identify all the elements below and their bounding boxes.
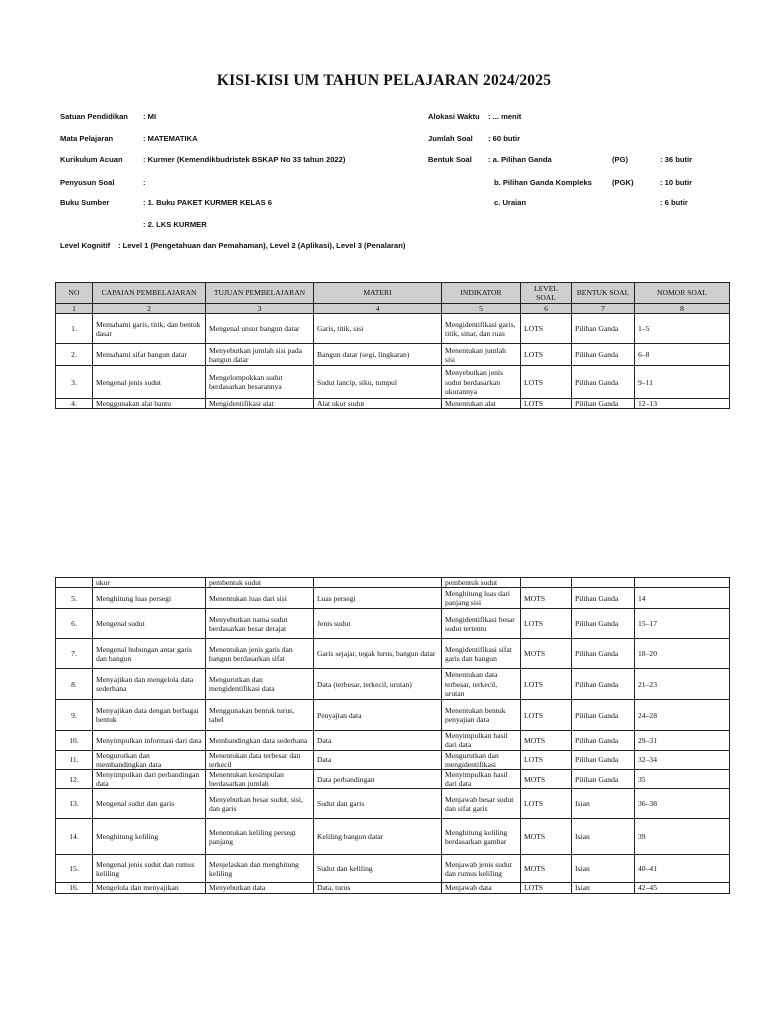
bentuk-c: c. Uraian bbox=[494, 198, 527, 207]
row-no: 14. bbox=[56, 819, 93, 855]
row-bentuk: Pilihan Ganda bbox=[572, 366, 635, 399]
row-bentuk: Pilihan Ganda bbox=[572, 669, 635, 700]
kisi-kisi-table-page-1 bbox=[55, 282, 730, 409]
row-indikator: Menjawab besar sudut dan sifat garis bbox=[442, 789, 521, 819]
row-capaian: Memahami sifat bangun datar bbox=[93, 344, 206, 366]
table-header-row bbox=[56, 283, 730, 304]
row-tujuan: Mengenal unsur bangun datar bbox=[206, 314, 314, 344]
row-nomor: 18–20 bbox=[635, 639, 730, 669]
col-number: 4 bbox=[314, 304, 442, 314]
alokasi-value: : ... menit bbox=[488, 112, 522, 121]
table-row bbox=[56, 700, 730, 731]
row-materi: Sudut dan garis bbox=[314, 789, 442, 819]
row-nomor: 9–11 bbox=[635, 366, 730, 399]
satuan-label: Satuan Pendidikan bbox=[60, 112, 128, 121]
row-level: MOTS bbox=[521, 731, 572, 750]
row-capaian: Menyajikan dan mengelola data sederhana bbox=[93, 669, 206, 700]
row-materi: Sudut dan keliling bbox=[314, 855, 442, 883]
row-capaian: Menyimpulkan dari perbandingan data bbox=[93, 770, 206, 789]
kurikulum-label: Kurikulum Acuan bbox=[60, 155, 123, 164]
row-capaian: Mengenal jenis sudut dan rumus keliling bbox=[93, 855, 206, 883]
row-nomor: 29–31 bbox=[635, 731, 730, 750]
table-row bbox=[56, 366, 730, 399]
row-capaian: Menyimpulkan informasi dari data bbox=[93, 731, 206, 750]
row-nomor: 39 bbox=[635, 819, 730, 855]
row-materi: Data (terbesar, terkecil, urutan) bbox=[314, 669, 442, 700]
row-level: MOTS bbox=[521, 819, 572, 855]
row-tujuan: Menyebutkan besar sudut, sisi, dan garis bbox=[206, 789, 314, 819]
buku-label: Buku Sumber bbox=[60, 198, 110, 207]
buku-value-1: : 1. Buku PAKET KURMER KELAS 6 bbox=[143, 198, 272, 207]
row-tujuan: Mengidentifikasi alat bbox=[206, 399, 314, 409]
row-no: 13. bbox=[56, 789, 93, 819]
row-level: MOTS bbox=[521, 588, 572, 609]
row-bentuk bbox=[572, 578, 635, 588]
row-tujuan: Menggunakan bentuk turus, tabel bbox=[206, 700, 314, 731]
penyusun-label: Penyusun Soal bbox=[60, 178, 115, 187]
row-tujuan: Menentukan data terbesar dan terkecil bbox=[206, 750, 314, 769]
row-level: LOTS bbox=[521, 789, 572, 819]
table-row bbox=[56, 731, 730, 750]
row-indikator: pembentuk sudut bbox=[442, 578, 521, 588]
row-no: 2. bbox=[56, 344, 93, 366]
row-bentuk: Pilihan Ganda bbox=[572, 639, 635, 669]
row-no: 7. bbox=[56, 639, 93, 669]
col-number: 3 bbox=[206, 304, 314, 314]
row-tujuan: pembentuk sudut bbox=[206, 578, 314, 588]
table-row bbox=[56, 789, 730, 819]
row-indikator: Menyimpulkan hasil dari data bbox=[442, 731, 521, 750]
row-indikator: Mengurutkan dan mengidentifikasi bbox=[442, 750, 521, 769]
row-bentuk: Pilihan Ganda bbox=[572, 344, 635, 366]
row-indikator: Menentukan alat bbox=[442, 399, 521, 409]
row-indikator: Menentukan bentuk penyajian data bbox=[442, 700, 521, 731]
row-bentuk: Isian bbox=[572, 855, 635, 883]
table-row bbox=[56, 639, 730, 669]
row-materi: Luas persegi bbox=[314, 588, 442, 609]
level-value: : Level 1 (Pengetahuan dan Pemahaman), Level 2 (Aplikasi), Level 3 (Penalaran) bbox=[118, 241, 406, 250]
penyusun-value: : bbox=[143, 178, 146, 187]
row-capaian: Mengelola dan menyajikan bbox=[93, 883, 206, 893]
row-capaian: Menghitung luas persegi bbox=[93, 588, 206, 609]
table-row bbox=[56, 855, 730, 883]
col-number: 5 bbox=[442, 304, 521, 314]
column-number-row bbox=[56, 304, 730, 314]
row-tujuan: Menjelaskan dan menghitung keliling bbox=[206, 855, 314, 883]
table-row bbox=[56, 314, 730, 344]
row-indikator: Mengidentifikasi garis, titik, sinar, dan ruas bbox=[442, 314, 521, 344]
table-row bbox=[56, 883, 730, 893]
row-nomor: 36–38 bbox=[635, 789, 730, 819]
table-row bbox=[56, 609, 730, 639]
row-level: MOTS bbox=[521, 855, 572, 883]
row-tujuan: Membandingkan data sederhana bbox=[206, 731, 314, 750]
header-materi: MATERI bbox=[314, 283, 442, 304]
row-capaian: ukur bbox=[93, 578, 206, 588]
row-bentuk: Pilihan Ganda bbox=[572, 770, 635, 789]
row-level: LOTS bbox=[521, 314, 572, 344]
row-materi: Data bbox=[314, 750, 442, 769]
col-number: 7 bbox=[572, 304, 635, 314]
bentuk-b-count: : 10 butir bbox=[660, 178, 693, 187]
table-body-page-1 bbox=[56, 314, 730, 409]
row-materi: Sudut lancip, siku, tumpul bbox=[314, 366, 442, 399]
row-level: LOTS bbox=[521, 669, 572, 700]
row-bentuk: Isian bbox=[572, 819, 635, 855]
row-nomor: 42–45 bbox=[635, 883, 730, 893]
bentuk-a: : a. Pilihan Ganda bbox=[488, 155, 552, 164]
row-nomor: 1–5 bbox=[635, 314, 730, 344]
table-row bbox=[56, 770, 730, 789]
table-body-page-2 bbox=[56, 578, 730, 894]
row-indikator: Menentukan data terbesar, terkecil, urutan bbox=[442, 669, 521, 700]
row-tujuan: Menentukan jenis garis dan bangun berdasarkan sifat bbox=[206, 639, 314, 669]
col-number: 8 bbox=[635, 304, 730, 314]
row-nomor: 40–41 bbox=[635, 855, 730, 883]
row-no: 6. bbox=[56, 609, 93, 639]
row-nomor: 15–17 bbox=[635, 609, 730, 639]
row-no: 4. bbox=[56, 399, 93, 409]
col-number: 6 bbox=[521, 304, 572, 314]
row-indikator: Menghitung luas dari panjang sisi bbox=[442, 588, 521, 609]
row-level: MOTS bbox=[521, 770, 572, 789]
row-nomor bbox=[635, 578, 730, 588]
bentuk-b-code: (PGK) bbox=[612, 178, 634, 187]
mapel-label: Mata Pelajaran bbox=[60, 134, 114, 143]
kisi-kisi-table-page-2 bbox=[55, 577, 730, 894]
satuan-value: : MI bbox=[143, 112, 157, 121]
jumlah-value: : 60 butir bbox=[488, 134, 521, 143]
table-row bbox=[56, 578, 730, 588]
table-row bbox=[56, 399, 730, 409]
bentuk-c-count: : 6 butir bbox=[660, 198, 688, 207]
table-row bbox=[56, 750, 730, 769]
row-tujuan: Menyebutkan jumlah sisi pada bangun datar bbox=[206, 344, 314, 366]
row-capaian: Menghitung keliling bbox=[93, 819, 206, 855]
row-capaian: Memahami garis, titik, dan bentuk dasar bbox=[93, 314, 206, 344]
row-bentuk: Isian bbox=[572, 789, 635, 819]
row-nomor: 14 bbox=[635, 588, 730, 609]
row-bentuk: Pilihan Ganda bbox=[572, 399, 635, 409]
table-row bbox=[56, 588, 730, 609]
table-row bbox=[56, 819, 730, 855]
row-level: MOTS bbox=[521, 639, 572, 669]
header-capaian: CAPAIAN PEMBELAJARAN bbox=[93, 283, 206, 304]
row-bentuk: Pilihan Ganda bbox=[572, 588, 635, 609]
row-no: 8. bbox=[56, 669, 93, 700]
row-bentuk: Pilihan Ganda bbox=[572, 731, 635, 750]
row-capaian: Menggunakan alat bantu bbox=[93, 399, 206, 409]
buku-value-2: : 2. LKS KURMER bbox=[143, 220, 207, 229]
row-level: LOTS bbox=[521, 366, 572, 399]
row-nomor: 12–13 bbox=[635, 399, 730, 409]
row-no: 9. bbox=[56, 700, 93, 731]
row-indikator: Mengidentifikasi besar sudut tertentu bbox=[442, 609, 521, 639]
row-indikator: Menjawab data bbox=[442, 883, 521, 893]
row-no: 5. bbox=[56, 588, 93, 609]
row-indikator: Menghitung keliling berdasarkan gambar bbox=[442, 819, 521, 855]
row-no: 1. bbox=[56, 314, 93, 344]
row-indikator: Menyebutkan jenis sudut berdasarkan ukurannya bbox=[442, 366, 521, 399]
row-indikator: Menyimpulkan hasil dari data bbox=[442, 770, 521, 789]
header-bentuk: BENTUK SOAL bbox=[572, 283, 635, 304]
kurikulum-value: : Kurmer (Kemendikbudristek BSKAP No 33 tahun 2022) bbox=[143, 155, 346, 164]
row-tujuan: Menyebutkan nama sudut berdasarkan besar derajat bbox=[206, 609, 314, 639]
bentuk-b: b. Pilihan Ganda Kompleks bbox=[494, 178, 592, 187]
row-nomor: 32–34 bbox=[635, 750, 730, 769]
row-materi: Data perbandingan bbox=[314, 770, 442, 789]
row-tujuan: Mengurutkan dan mengidentifikasi data bbox=[206, 669, 314, 700]
row-nomor: 6–8 bbox=[635, 344, 730, 366]
row-capaian: Mengurutkan dan membandingkan data bbox=[93, 750, 206, 769]
row-tujuan: Menyebutkan data bbox=[206, 883, 314, 893]
row-level: LOTS bbox=[521, 700, 572, 731]
header-tujuan: TUJUAN PEMBELAJARAN bbox=[206, 283, 314, 304]
row-bentuk: Pilihan Ganda bbox=[572, 750, 635, 769]
row-tujuan: Menentukan luas dari sisi bbox=[206, 588, 314, 609]
row-capaian: Mengenal hubungan antar garis dan bangun bbox=[93, 639, 206, 669]
row-materi: Data bbox=[314, 731, 442, 750]
row-bentuk: Pilihan Ganda bbox=[572, 609, 635, 639]
row-materi: Garis sejajar, tegak lurus, bangun datar bbox=[314, 639, 442, 669]
row-capaian: Menyajikan data dengan berbagai bentuk bbox=[93, 700, 206, 731]
row-level: LOTS bbox=[521, 609, 572, 639]
table-row bbox=[56, 669, 730, 700]
row-level bbox=[521, 578, 572, 588]
row-no: 16. bbox=[56, 883, 93, 893]
row-no: 12. bbox=[56, 770, 93, 789]
jumlah-label: Jumlah Soal bbox=[428, 134, 473, 143]
level-label: Level Kognitif bbox=[60, 241, 111, 250]
bentuk-label: Bentuk Soal bbox=[428, 155, 472, 164]
row-no: 11. bbox=[56, 750, 93, 769]
row-nomor: 21–23 bbox=[635, 669, 730, 700]
row-level: LOTS bbox=[521, 399, 572, 409]
row-nomor: 35 bbox=[635, 770, 730, 789]
row-capaian: Mengenal sudut bbox=[93, 609, 206, 639]
table-row bbox=[56, 344, 730, 366]
row-tujuan: Menentukan keliling persegi panjang bbox=[206, 819, 314, 855]
row-no: 15. bbox=[56, 855, 93, 883]
row-indikator: Menjawab jenis sudut dan rumus keliling bbox=[442, 855, 521, 883]
row-bentuk: Isian bbox=[572, 883, 635, 893]
alokasi-label: Alokasi Waktu bbox=[428, 112, 480, 121]
col-number: 1 bbox=[56, 304, 93, 314]
row-indikator: Mengidentifikasi sifat garis dan bangun bbox=[442, 639, 521, 669]
row-materi: Keliling bangun datar bbox=[314, 819, 442, 855]
row-materi: Alat ukur sudut bbox=[314, 399, 442, 409]
page-title: KISI-KISI UM TAHUN PELAJARAN 2024/2025 bbox=[216, 72, 552, 89]
header-nomor: NOMOR SOAL bbox=[635, 283, 730, 304]
row-nomor: 24–28 bbox=[635, 700, 730, 731]
row-level: LOTS bbox=[521, 883, 572, 893]
header-level: LEVEL SOAL bbox=[521, 283, 572, 304]
row-tujuan: Mengelompokkan sudut berdasarkan besarannya bbox=[206, 366, 314, 399]
bentuk-a-count: : 36 butir bbox=[660, 155, 693, 164]
row-tujuan: Menentukan kesimpulan berdasarkan jumlah bbox=[206, 770, 314, 789]
row-materi: Jenis sudut bbox=[314, 609, 442, 639]
row-materi: Penyajian data bbox=[314, 700, 442, 731]
row-no: 3. bbox=[56, 366, 93, 399]
row-capaian: Mengenal sudut dan garis bbox=[93, 789, 206, 819]
row-materi bbox=[314, 578, 442, 588]
row-materi: Data, turus bbox=[314, 883, 442, 893]
row-materi: Bangun datar (segi, lingkaran) bbox=[314, 344, 442, 366]
bentuk-a-code: (PG) bbox=[612, 155, 629, 164]
row-level: LOTS bbox=[521, 344, 572, 366]
col-number: 2 bbox=[93, 304, 206, 314]
row-no bbox=[56, 578, 93, 588]
row-level: LOTS bbox=[521, 750, 572, 769]
row-bentuk: Pilihan Ganda bbox=[572, 314, 635, 344]
row-bentuk: Pilihan Ganda bbox=[572, 700, 635, 731]
header-no: NO bbox=[56, 283, 93, 304]
row-no: 10. bbox=[56, 731, 93, 750]
mapel-value: : MATEMATIKA bbox=[143, 134, 198, 143]
row-indikator: Menentukan jumlah sisi bbox=[442, 344, 521, 366]
row-materi: Garis, titik, sisi bbox=[314, 314, 442, 344]
row-capaian: Mengenal jenis sudut bbox=[93, 366, 206, 399]
header-indikator: INDIKATOR bbox=[442, 283, 521, 304]
